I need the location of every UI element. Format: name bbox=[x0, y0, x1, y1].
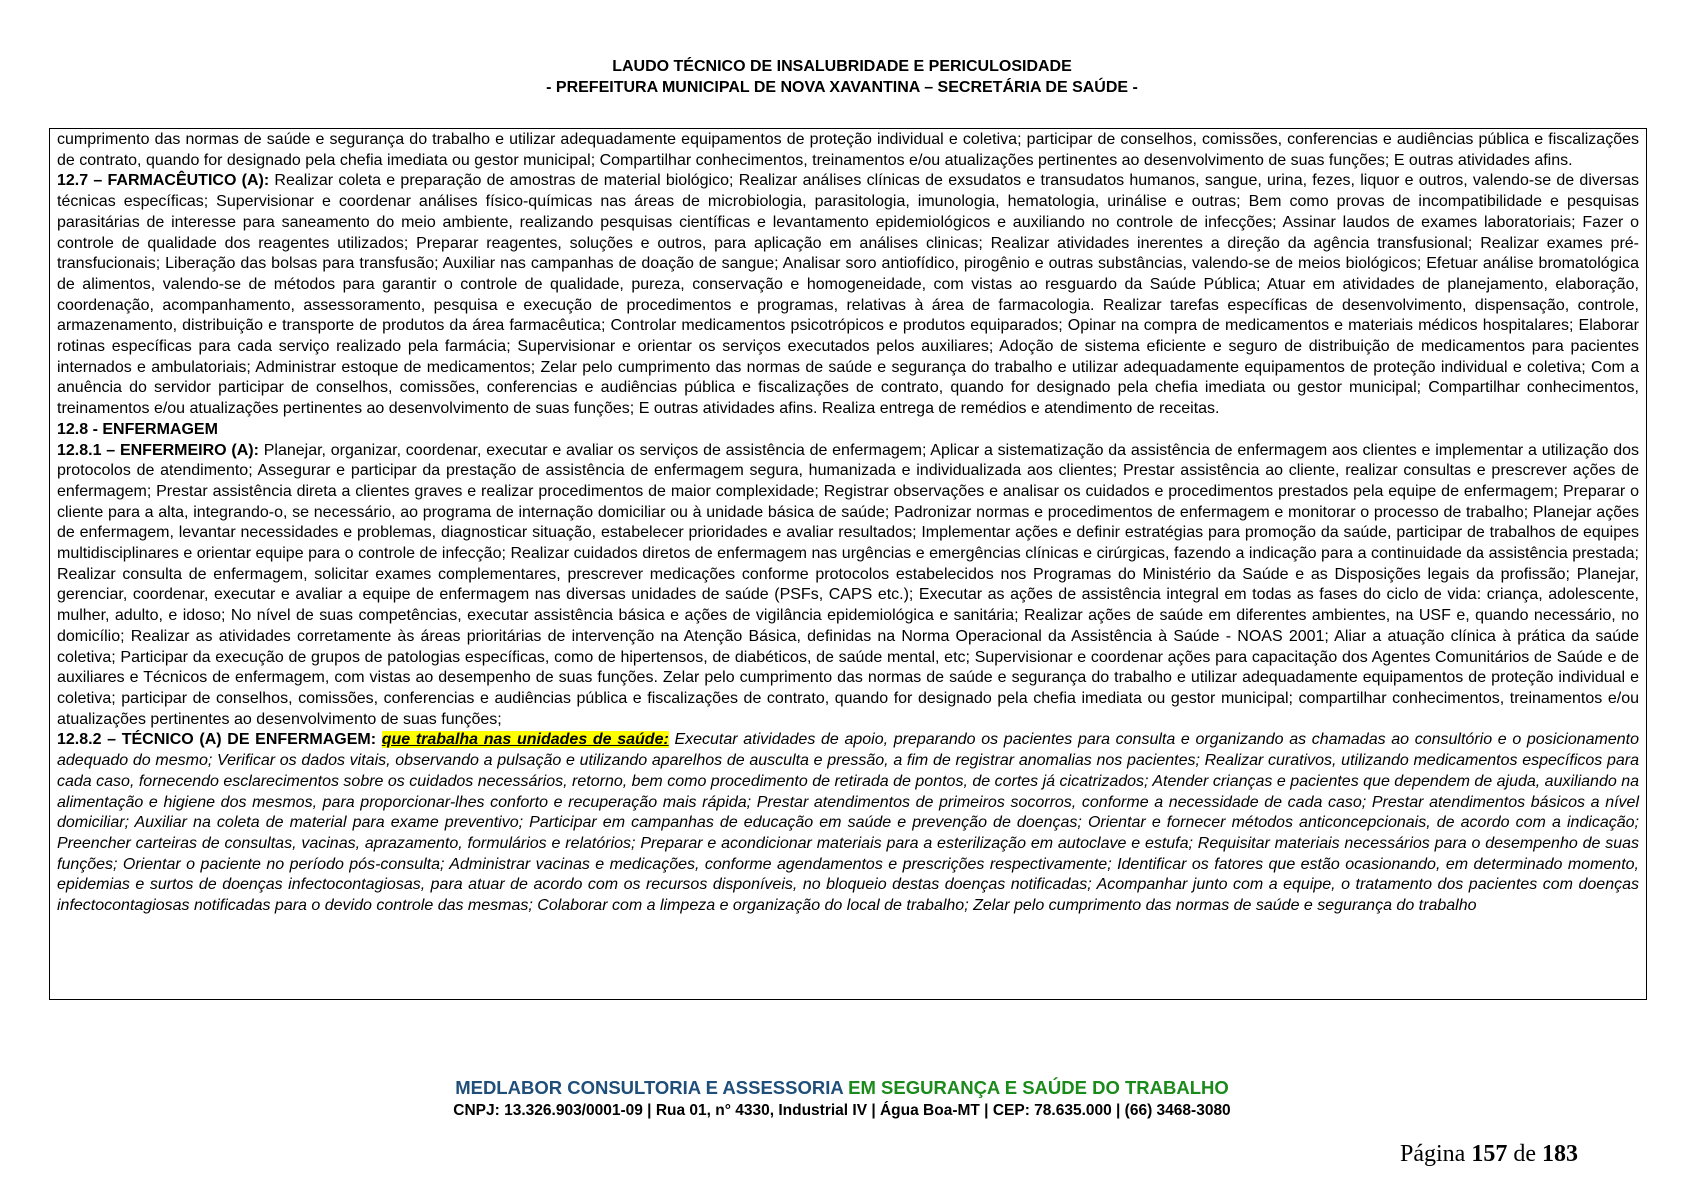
section-12-8-1-text: Planejar, organizar, coordenar, executar e avaliar os serviços de assistência de enfermagem; Aplicar a sistematização da assistência de enfermagem aos clientes e implementar a utilização dos protocolos de atendimento; Assegurar e participar da prestação de assistência de enfermagem segura, humanizada e individualizada aos clientes; Prestar assistência ao cliente, realizar consultas e prescrever ações de enfermagem; Prestar assistência direta a clientes graves e realizar procedimentos de maior complexidade; Registrar observações e analisar os cuidados e procedimentos prestados pela equipe de enfermagem; Preparar o cliente para a alta, integrando-o, se necessário, ao programa de internação domiciliar ou à unidade básica de saúde; Padronizar normas e procedimentos de enfermagem e monitorar o processo de trabalho; Planejar ações de enfermagem, levantar necessidades e problemas, diagnosticar situação, estabelecer prioridades e avaliar resultados; Implementar ações e definir estratégias para promoção da saúde, participar de trabalhos de equipes multidisciplinares e orientar equipe para o controle de infecção; Realizar cuidados diretos de enfermagem nas urgências e emergências clínicas e cirúrgicas, fazendo a indicação para a continuidade da assistência prestada; Realizar consulta de enfermagem, solicitar exames complementares, prescrever medicações conforme protocolos estabelecidos nos Programas do Ministério da Saúde e as Disposições legais da profissão; Planejar, gerenciar, coordenar, executar e avaliar a equipe de enfermagem nas diversas unidades de saúde (PSFs, CAPS etc.); Executar as ações de assistência integral em todas as fases do ciclo de vida: criança, adolescente, mulher, adulto, e idoso; No nível de suas competências, executar assistência básica e ações de vigilância epidemiológica e sanitária; Realizar ações de saúde em diferentes ambientes, na USF e, quando necessário, no domicílio; Realizar as atividades corretamente às áreas prioritárias de intervenção na Atenção Básica, definidas na Norma Operacional da Assistência à Saúde - NOAS 2001; Aliar a atuação clínica à prática da saúde coletiva; Participar da execução de grupos de patologias específicas, como de hipertensos, de diabéticos, de saúde mental, etc; Supervisionar e coordenar ações para capacitação dos Agentes Comunitários de Saúde e de auxiliares e Técnicos de enfermagem, com vistas ao desempenho de suas funções. Zelar pelo cumprimento das normas de saúde e segurança do trabalho e utilizar adequadamente equipamentos de proteção individual e coletiva; participar de conselhos, comissões, conferencias e audiências pública e fiscalizações de contrato, quando for designado pela chefia imediata ou gestor municipal; compartilhar conhecimentos, treinamentos e/ou atualizações pertinentes ao desenvolvimento de suas funções; bbox=[57, 441, 1639, 728]
section-12-8-1 bbox=[57, 441, 1639, 731]
section-12-8-2-highlight: que trabalha nas unidades de saúde: bbox=[381, 731, 669, 749]
footer-company bbox=[0, 1076, 1684, 1100]
content-box bbox=[49, 128, 1647, 1000]
page-number: Página 157 de 183 bbox=[1400, 1141, 1578, 1167]
section-12-8-2-label: 12.8.2 – TÉCNICO (A) DE ENFERMAGEM: bbox=[57, 731, 377, 749]
section-12-7-text: Realizar coleta e preparação de amostras de material biológico; Realizar análises clínicas de exsudatos e transudatos humanos, sangue, urina, fezes, liquor e outros, valendo-se de diversas técnicas específicas; Supervisionar e coordenar análises físico-químicas nas áreas de microbiologia, parasitologia, imunologia, hematologia, urinálise e outras; Bem como provas de incompatibilidade e pesquisas parasitárias de interesse para saneamento do meio ambiente, realizando pesquisas científicas e levantamento epidemiológicos e auxiliando no controle de infecções; Assinar laudos de exames laboratoriais; Fazer o controle de qualidade dos reagentes utilizados; Preparar reagentes, soluções e outros, para aplicação em análises clinicas; Realizar atividades inerentes a direção da agência transfusional; Realizar exames pré-transfucionais; Liberação das bolsas para transfusão; Auxiliar nas campanhas de doação de sangue; Analisar soro antiofídico, pirogênio e outras substâncias, valendo-se de meios biológicos; Efetuar análise bromatológica de alimentos, valendo-se de métodos para garantir o controle de qualidade, pureza, conservação e homogeneidade, com vistas ao resguardo da Saúde Pública; Atuar em atividades de planejamento, elaboração, coordenação, acompanhamento, assessoramento, pesquisa e execução de procedimentos e programas, relativas à área de farmacologia. Realizar tarefas específicas de desenvolvimento, dispensação, controle, armazenamento, distribuição e transporte de produtos da área farmacêutica; Controlar medicamentos psicotrópicos e produtos equiparados; Opinar na compra de medicamentos e materiais médicos hospitalares; Elaborar rotinas específicas para cada serviço realizado pela farmácia; Supervisionar e orientar os serviços executados pelos auxiliares; Adoção de sistema eficiente e seguro de distribuição de medicamentos para pacientes internados e ambulatoriais; Administrar estoque de medicamentos; Zelar pelo cumprimento das normas de saúde e segurança do trabalho e utilizar adequadamente equipamentos de proteção individual e coletiva; Com a anuência do servidor participar de conselhos, comissões, conferencias e audiências pública e fiscalizações de contrato, quando for designado pela chefia imediata ou gestor municipal; Compartilhar conhecimentos, treinamentos e/ou atualizações pertinentes ao desenvolvimento de suas funções; E outras atividades afins. Realiza entrega de remédios e atendimento de receitas. bbox=[57, 172, 1640, 418]
section-12-8-1-label: 12.8.1 – ENFERMEIRO (A): bbox=[57, 441, 259, 459]
section-12-7 bbox=[57, 171, 1639, 419]
section-12-7-label: 12.7 – FARMACÊUTICO (A): bbox=[57, 172, 270, 190]
header-title: LAUDO TÉCNICO DE INSALUBRIDADE E PERICULOSIDADE bbox=[612, 58, 1072, 75]
section-12-8-2-text: Executar atividades de apoio, preparando os pacientes para consulta e organizando as chamadas ao consultório e o posicionamento adequado do mesmo; Verificar os dados vitais, observando a pulsação e utilizando aparelhos de ausculta e pressão, a fim de registrar anomalias nos pacientes; Realizar curativos, utilizando medicamentos específicos para cada caso, fornecendo esclarecimentos sobre os cuidados necessários, retorno, bem como procedimento de retirada de pontos, de cortes já cicatrizados; Atender crianças e pacientes que dependem de ajuda, auxiliando na alimentação e higiene dos mesmos, para proporcionar-lhes conforto e recuperação mais rápida; Prestar atendimentos de primeiros socorros, conforme a necessidade de cada caso; Prestar atendimentos básicos a nível domiciliar; Auxiliar na coleta de material para exame preventivo; Participar em campanhas de educação em saúde e prevenção de doenças; Orientar e fornecer métodos anticoncepcionais, de acordo com a indicação; Preencher carteiras de consultas, vacinas, aprazamento, formulários e relatórios; Preparar e acondicionar materiais para a esterilização em autoclave e estufa; Requisitar materiais necessários para o desempenho de suas funções; Orientar o paciente no período pós-consulta; Administrar vacinas e medicações, conforme agendamentos e prescrições respectivamente; Identificar os fatores que estão ocasionando, em determinado momento, epidemias e surtos de doenças infectocontagiosas, para atuar de acordo com os recursos disponíveis, no bloqueio destas doenças notificadas; Acompanhar junto com a equipe, o tratamento dos pacientes com doenças infectocontagiosas notificadas para o devido controle das mesmas; Colaborar com a limpeza e organização do local de trabalho; Zelar pelo cumprimento das normas de saúde e segurança do trabalho bbox=[57, 731, 1639, 915]
section-12-8-heading: 12.8 - ENFERMAGEM bbox=[57, 420, 218, 438]
footer-company-tagline: EM SEGURANÇA E SAÚDE DO TRABALHO bbox=[843, 1077, 1229, 1098]
footer-company-name: MEDLABOR CONSULTORIA E ASSESSORIA bbox=[455, 1077, 844, 1098]
page-total: 183 bbox=[1542, 1141, 1578, 1167]
document-header bbox=[0, 56, 1684, 98]
header-subtitle: - PREFEITURA MUNICIPAL DE NOVA XAVANTINA – SECRETÁRIA DE SAÚDE - bbox=[546, 79, 1138, 96]
page-current: 157 bbox=[1471, 1141, 1508, 1167]
section-12-8-2 bbox=[57, 730, 1639, 916]
intro-paragraph: cumprimento das normas de saúde e segurança do trabalho e utilizar adequadamente equipamentos de proteção individual e coletiva; participar de conselhos, comissões, conferencias e audiências pública e fiscalizações de contrato, quando for designado pela chefia imediata ou gestor municipal; Compartilhar conhecimentos, treinamentos e/ou atualizações pertinentes ao desenvolvimento de suas funções; E outras atividades afins. bbox=[57, 131, 1639, 169]
footer-address: CNPJ: 13.326.903/0001-09 | Rua 01, n° 4330, Industrial IV | Água Boa-MT | CEP: 78.635.000 | (66) 3468-3080 bbox=[453, 1102, 1231, 1119]
